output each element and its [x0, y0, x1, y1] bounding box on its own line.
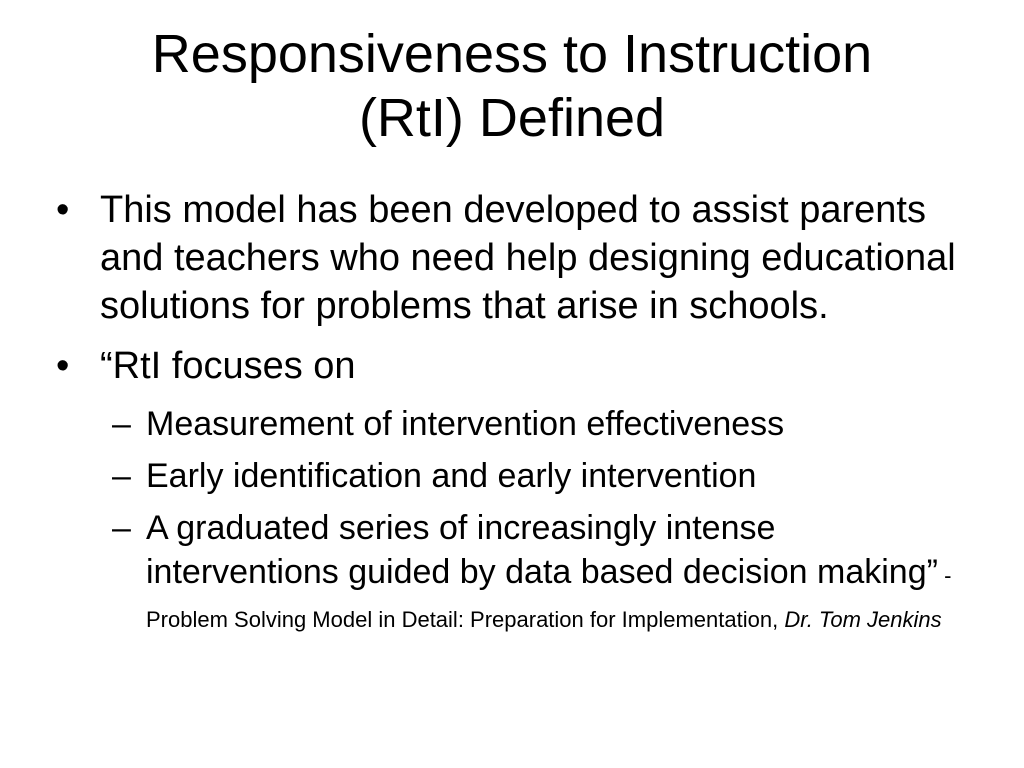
sub-bullet-text: A graduated series of increasingly intense interventions guided by data based decision making” [146, 509, 938, 591]
slide-title [40, 22, 984, 150]
citation-author: Dr. Tom Jenkins [784, 607, 942, 632]
dash-marker: – [112, 457, 131, 495]
bullet-marker: • [56, 189, 70, 231]
dash-marker: – [112, 405, 131, 443]
slide-title-line-1: Responsiveness to Instruction [151, 24, 873, 84]
bullet-item [56, 186, 956, 330]
dash-marker: – [112, 509, 131, 547]
sub-bullet-text: Early identification and early intervention [146, 457, 757, 495]
bullet-text: “RtI focuses on [100, 345, 356, 387]
slide-body [56, 186, 956, 646]
bullet-marker: • [56, 345, 70, 387]
slide-title-line-2: (RtI) Defined [358, 88, 666, 148]
sub-bullet-text: Measurement of intervention effectiveness [146, 405, 785, 443]
sub-bullet-item [56, 402, 956, 446]
sub-bullet-item [56, 506, 956, 638]
bullet-text: This model has been developed to assist parents and teachers who need help designing educational solutions for problems that arise in schools. [100, 189, 956, 327]
citation-prefix: - Problem Solving Model in Detail: Preparation for Implementation, [146, 563, 952, 632]
bullet-item [56, 342, 956, 390]
sub-bullet-item [56, 454, 956, 498]
